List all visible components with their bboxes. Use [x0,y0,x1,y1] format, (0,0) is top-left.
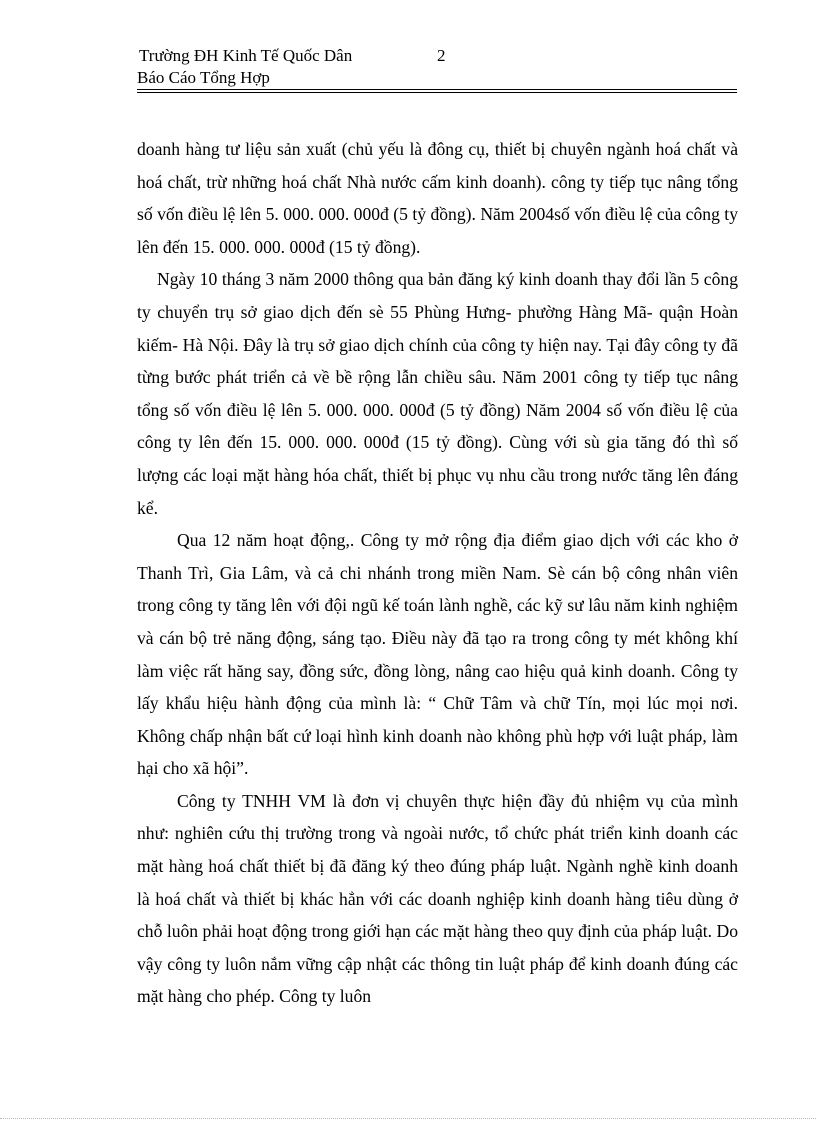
paragraph-expansion: Qua 12 năm hoạt động,. Công ty mở rộng địa điểm giao dịch với các kho ở Thanh Trì, Gia Lâm, và cả chi nhánh trong miền Nam. Sè cán bộ công nhân viên trong công ty tăng lên với đội ngũ kế toán lành nghề, các kỹ sư lâu năm kinh nghiệm và cán bộ trẻ năng động, sáng tạo. Điều này đã tạo ra trong công ty mét không khí làm việc rất hăng say, đồng sức, đồng lòng, nâng cao hiệu quả kinh doanh. Công ty lấy khẩu hiệu hành động của mình là: “ Chữ Tâm và chữ Tín, mọi lúc mọi nơi. Không chấp nhận bất cứ loại hình kinh doanh nào không phù hợp với luật pháp, làm hại cho xã hội”. [137,530,738,779]
paragraph-mission: Công ty TNHH VM là đơn vị chuyên thực hiện đầy đủ nhiệm vụ của mình như: nghiên cứu thị trường trong và ngoài nước, tổ chức phát triển kinh doanh các mặt hàng hoá chất thiết bị đã đăng ký theo đúng pháp luật. Ngành nghề kinh doanh là hoá chất và thiết bị khác hẳn với các doanh nghiệp kinh doanh hàng tiêu dùng ở chỗ luôn phải hoạt động trong giới hạn các mặt hàng theo quy định của pháp luật. Do vậy công ty luôn nắm vững cập nhật các thông tin luật pháp để kinh doanh đúng các mặt hàng cho phép. Công ty luôn [137,790,738,1007]
header-divider [137,89,737,90]
paragraph-headquarters: Ngày 10 tháng 3 năm 2000 thông qua bản đăng ký kinh doanh thay đổi lần 5 công ty chuyển trụ sở giao dịch đến sè 55 Phùng Hưng- phường Hàng Mã- quận Hoàn kiếm- Hà Nội. Đây là trụ sở giao dịch chính của công ty hiện nay. Tại đây công ty đã từng bước phát triển cả về bề rộng lẫn chiều sâu. Năm 2001 công ty tiếp tục nâng tổng số vốn điều lệ lên 5. 000. 000. 000đ (5 tỷ đồng) Năm 2004 số vốn điều lệ của công ty lên đến 15. 000. 000. 000đ (15 tỷ đồng). Cùng với sù gia tăng đó thì số lượng các loại mặt hàng hóa chất, thiết bị phục vụ nhu cầu trong nước tăng lên đáng kể. [137,269,738,518]
document-body [137,133,738,1013]
page-bottom-edge [0,1118,816,1119]
header-report-title: Báo Cáo Tổng Hợp [137,68,270,87]
page-number: 2 [437,46,446,65]
header-divider-secondary [137,92,737,93]
page-header [137,44,737,87]
paragraph-capital: doanh hàng tư liệu sản xuất (chủ yếu là đông cụ, thiết bị chuyên ngành hoá chất và hoá chất, trừ những hoá chất Nhà nước cấm kinh doanh). công ty tiếp tục nâng tổng số vốn điều lệ lên 5. 000. 000. 000đ (5 tỷ đồng). Năm 2004số vốn điều lệ của công ty lên đến 15. 000. 000. 000đ (15 tỷ đồng). [137,139,738,257]
header-school-name: Trường ĐH Kinh Tế Quốc Dân [139,46,353,65]
